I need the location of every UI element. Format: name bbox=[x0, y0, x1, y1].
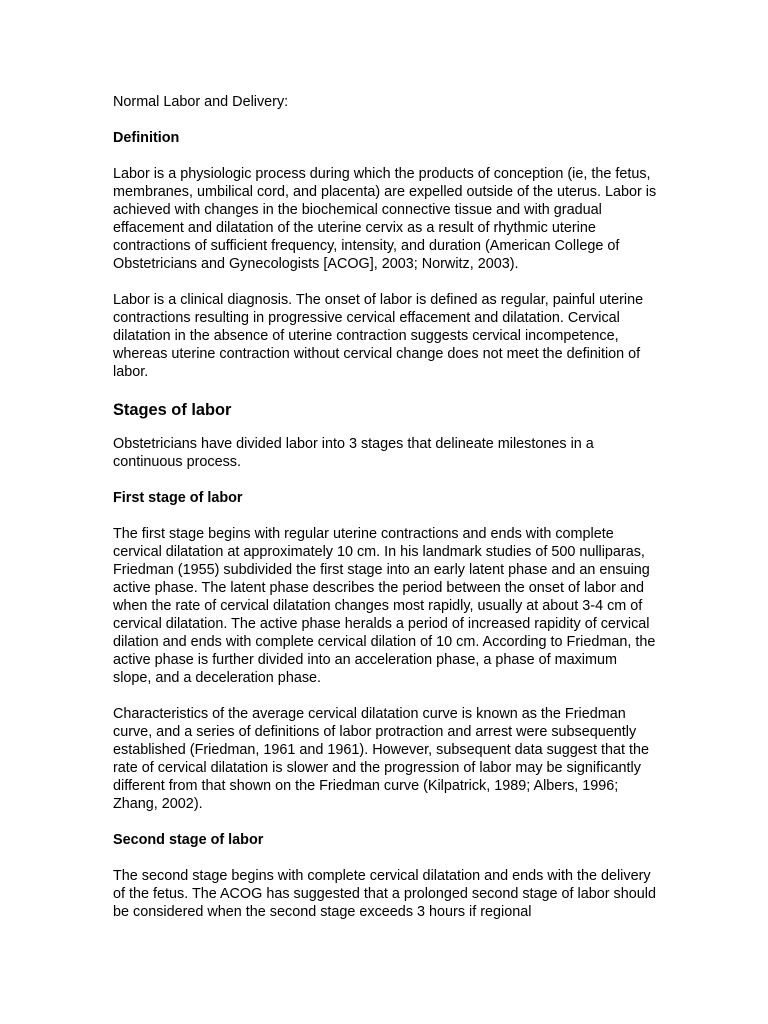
first-stage-paragraph-1: The first stage begins with regular uterine contractions and ends with complete cervical dilatation at approximately 10 cm. In his landmark studies of 500 nulliparas, Friedman (1955) subdivided the first stage into an early latent phase and an ensuing active phase. The latent phase describes the period between the onset of labor and when the rate of cervical dilatation changes most rapidly, usually at about 3-4 cm of cervical dilatation. The active phase heralds a period of increased rapidity of cervical dilation and ends with complete cervical dilation of 10 cm. According to Friedman, the active phase is further divided into an acceleration phase, a phase of maximum slope, and a deceleration phase. bbox=[113, 526, 656, 686]
definition-paragraph-1: Labor is a physiologic process during which the products of conception (ie, the fetus, membranes, umbilical cord, and placenta) are expelled outside of the uterus. Labor is achieved with changes in the biochemical connective tissue and with gradual effacement and dilatation of the uterine cervix as a result of rhythmic uterine contractions of sufficient frequency, intensity, and duration (American College of Obstetricians and Gynecologists [ACOG], 2003; Norwitz, 2003). bbox=[113, 166, 657, 272]
stages-intro-paragraph: Obstetricians have divided labor into 3 stages that delineate milestones in a continuous process. bbox=[113, 436, 594, 470]
first-stage-heading: First stage of labor bbox=[113, 490, 243, 506]
document-title: Normal Labor and Delivery: bbox=[113, 94, 289, 110]
first-stage-paragraph-2: Characteristics of the average cervical dilatation curve is known as the Friedman curve, and a series of definitions of labor protraction and arrest were subsequently established (Friedman, 1961 and 1961). However, subsequent data suggest that the rate of cervical dilatation is slower and the progression of labor may be significantly different from that shown on the Friedman curve (Kilpatrick, 1989; Albers, 1996; Zhang, 2002). bbox=[113, 706, 650, 812]
definition-heading: Definition bbox=[113, 130, 180, 146]
definition-paragraph-2: Labor is a clinical diagnosis. The onset of labor is defined as regular, painful uterine contractions resulting in progressive cervical effacement and dilatation. Cervical dilatation in the absence of uterine contraction suggests cervical incompetence, whereas uterine contraction without cervical change does not meet the definition of labor. bbox=[113, 292, 644, 380]
second-stage-paragraph-1: The second stage begins with complete cervical dilatation and ends with the delivery of the fetus. The ACOG has suggested that a prolonged second stage of labor should be considered when the second stage exceeds 3 hours if regional bbox=[113, 868, 656, 920]
stages-heading: Stages of labor bbox=[113, 401, 232, 419]
document-page bbox=[113, 93, 658, 921]
second-stage-heading: Second stage of labor bbox=[113, 832, 264, 848]
